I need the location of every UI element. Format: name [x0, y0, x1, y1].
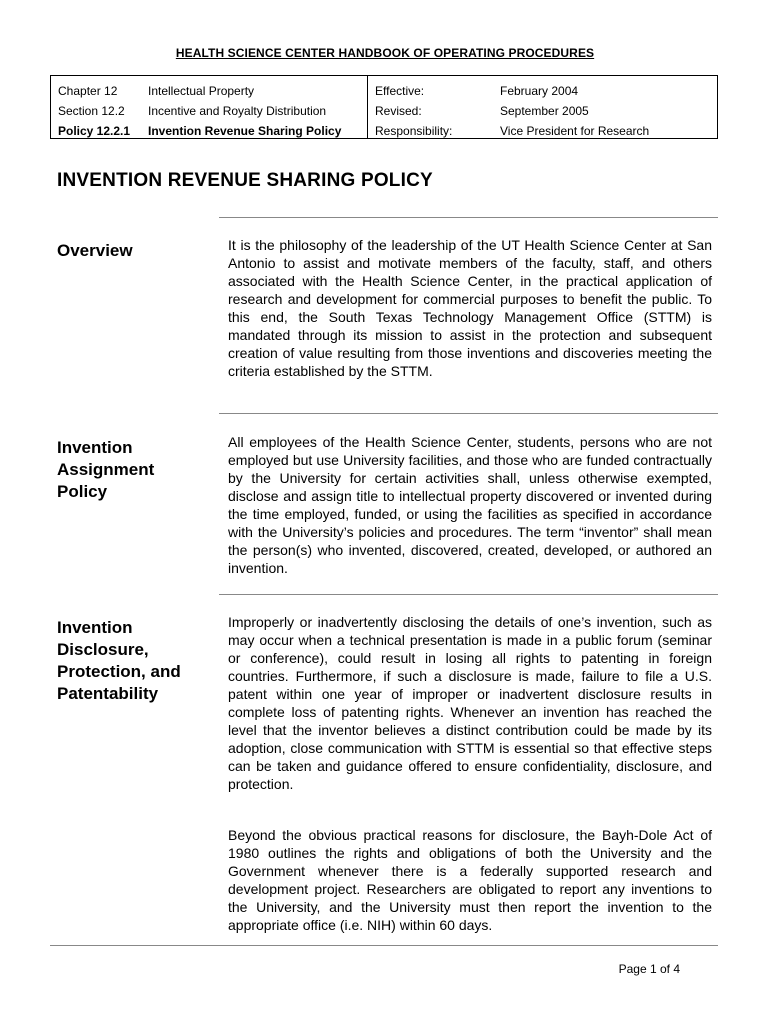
- table-row: [51, 120, 717, 140]
- effective-date: February 2004: [500, 84, 579, 98]
- revised-label: Revised:: [375, 104, 422, 118]
- section-heading-invention-disclosure: Invention Disclosure, Protection, and Patentability: [57, 618, 181, 703]
- section-paragraph: It is the philosophy of the leadership of the UT Health Science Center at San Antonio to assist and motivate members of the faculty, staff, and others associated with the Health Science Center, in the practical application of research and development for commercial purposes to benefit the public. To this end, the South Texas Technology Management Office (STTM) is mandated through its mission to assist in the protection and subsequent creation of value resulting from those inventions and discoveries meeting the criteria established by the STTM.: [228, 237, 712, 379]
- section-paragraph: Beyond the obvious practical reasons for disclosure, the Bayh-Dole Act of 1980 outlines the rights and obligations of both the University and the Government whenever there is a federally supported research and development project. Researchers are obligated to report any inventions to the University, and the University must then report the invention to the appropriate office (i.e. NIH) within 60 days.: [228, 827, 712, 933]
- section-paragraph: All employees of the Health Science Center, students, persons who are not employed but use University facilities, and those who are funded contractually by the University for certain activities shall, unless otherwise exempted, disclose and assign title to intellectual property discovered or invented during the time employed, funded, or using the facilities as specified in accordance with the University’s policies and procedures. The term “inventor” shall mean the person(s) who invented, discovered, created, developed, or authored an invention.: [228, 434, 712, 576]
- section-label: Section 12.2: [58, 104, 125, 118]
- chapter-label: Chapter 12: [58, 84, 118, 98]
- section-name: Incentive and Royalty Distribution: [148, 104, 327, 118]
- document-title: INVENTION REVENUE SHARING POLICY: [57, 170, 433, 191]
- policy-label: Policy 12.2.1: [58, 124, 131, 138]
- table-row: [51, 100, 717, 120]
- chapter-name: Intellectual Property: [148, 84, 255, 98]
- section-heading-overview: Overview: [57, 241, 133, 260]
- section-divider: [219, 594, 718, 595]
- info-table: [50, 75, 718, 139]
- responsibility-value: Vice President for Research: [500, 124, 650, 138]
- table-row: [51, 80, 717, 100]
- revised-date: September 2005: [500, 104, 589, 118]
- section-divider: [219, 217, 718, 218]
- page-number: Page 1 of 4: [618, 962, 680, 976]
- section-divider: [50, 945, 718, 946]
- section-heading-invention-assignment: Invention Assignment Policy: [57, 438, 155, 501]
- policy-name: Invention Revenue Sharing Policy: [148, 124, 342, 138]
- effective-label: Effective:: [375, 84, 425, 98]
- handbook-title: HEALTH SCIENCE CENTER HANDBOOK OF OPERATING PROCEDURES: [175, 46, 595, 60]
- section-paragraph: Improperly or inadvertently disclosing the details of one’s invention, such as may occur when a technical presentation is made in a public forum (seminar or conference), could result in losing all rights to patenting in foreign countries. Furthermore, if such a disclosure is made, failure to file a U.S. patent within one year of improper or inadvertent disclosure results in complete loss of patenting rights. Whenever an invention has reached the level that the inventor believes a distinct contribution could be made by its adoption, close communication with STTM is essential so that effective steps can be taken and guidance offered to ensure confidentiality, disclosure, and protection.: [228, 614, 712, 792]
- section-divider: [219, 413, 718, 414]
- responsibility-label: Responsibility:: [375, 124, 453, 138]
